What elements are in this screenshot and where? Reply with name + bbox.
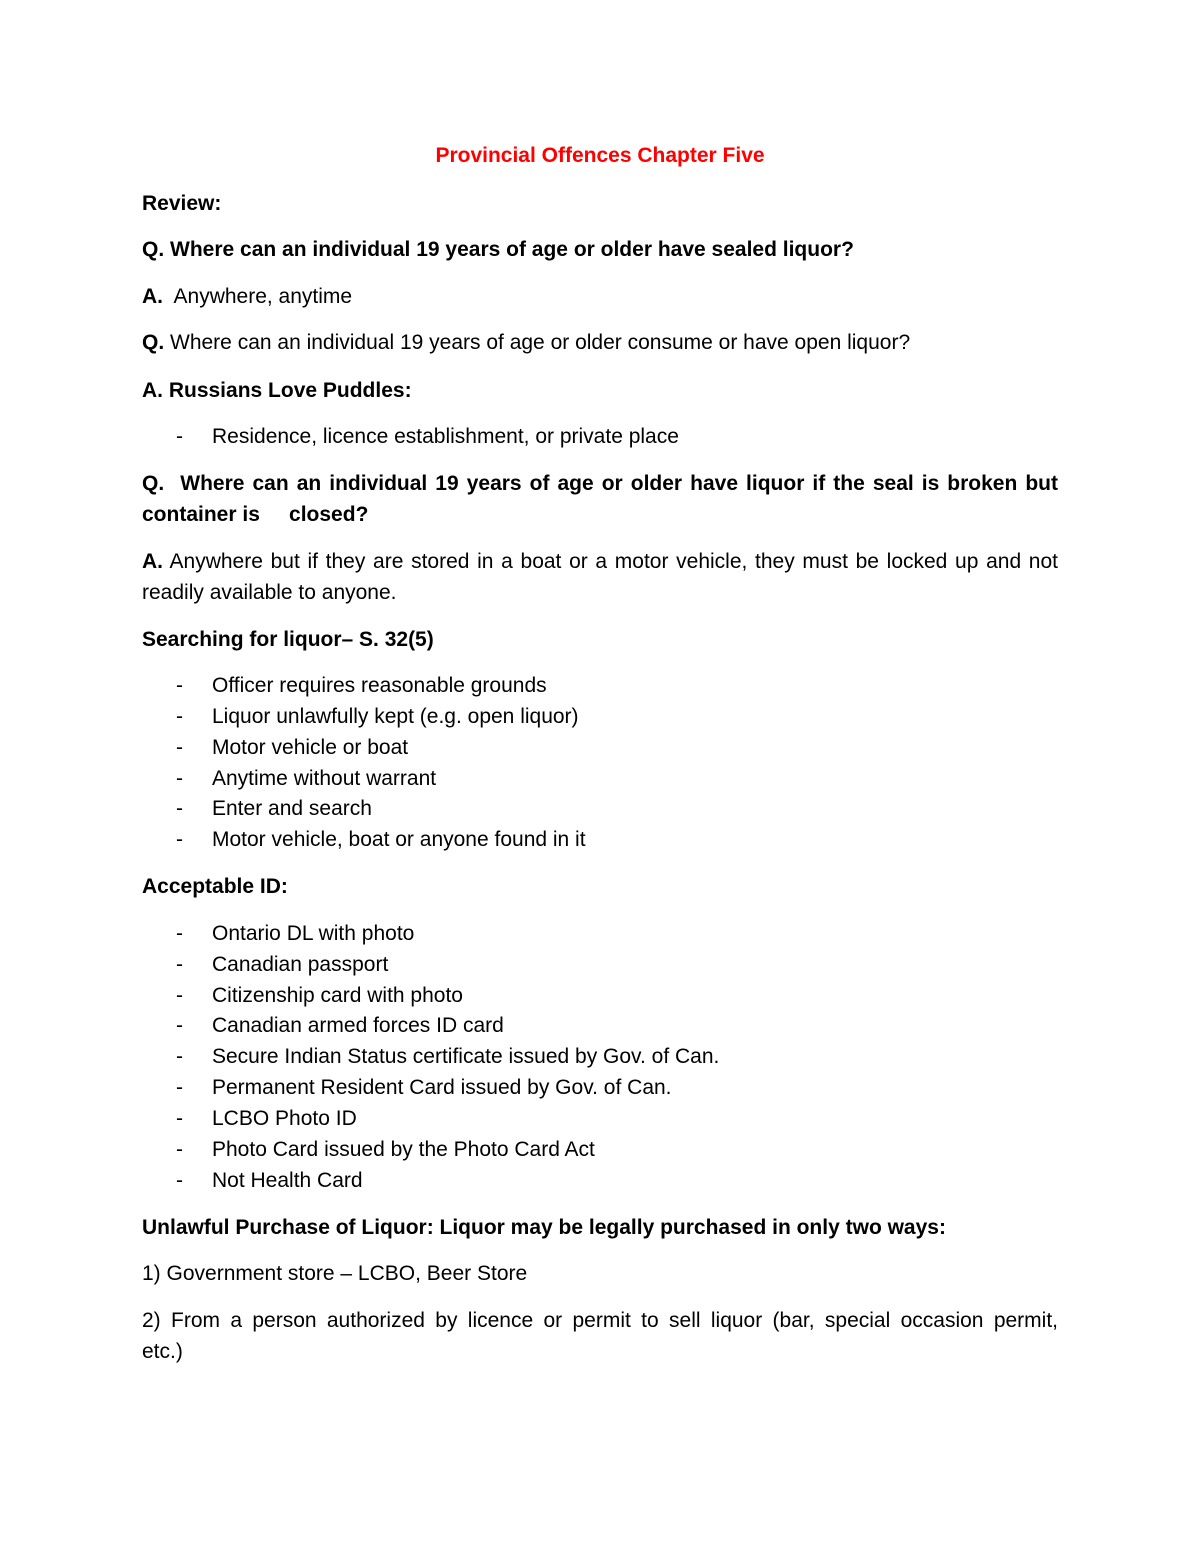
unlawful-purchase-heading: Unlawful Purchase of Liquor: Liquor may be legally purchased in only two ways: — [142, 1216, 946, 1239]
list-item-text: Motor vehicle, boat or anyone found in it — [212, 828, 586, 851]
list-dash: - — [176, 425, 183, 448]
list-item-text: Photo Card issued by the Photo Card Act — [212, 1138, 595, 1161]
question-1-prefix: Q. — [142, 238, 165, 261]
list-dash: - — [176, 1169, 183, 1192]
question-2 — [142, 330, 910, 356]
list-dash: - — [176, 922, 183, 945]
question-3-line-2: container is closed? — [142, 503, 369, 526]
list-dash: - — [176, 953, 183, 976]
answer-1-text: Anywhere, anytime — [163, 285, 353, 308]
question-3-prefix: Q. — [142, 472, 165, 495]
list-dash: - — [176, 1107, 183, 1130]
list-dash: - — [176, 1045, 183, 1068]
list-item-text: Residence, licence establishment, or private place — [212, 425, 679, 448]
list-item-text: Liquor unlawfully kept (e.g. open liquor) — [212, 705, 579, 728]
question-3-text-line-1: Where can an individual 19 years of age or older have liquor if the seal is broken but — [180, 472, 1059, 495]
list-item-text: Enter and search — [212, 797, 372, 820]
list-item-text: Canadian armed forces ID card — [212, 1014, 504, 1037]
list-dash: - — [176, 705, 183, 728]
acceptable-id-heading: Acceptable ID: — [142, 875, 288, 898]
list-item-text: LCBO Photo ID — [212, 1107, 357, 1130]
list-item-text: Secure Indian Status certificate issued by Gov. of Can. — [212, 1045, 720, 1068]
purchase-way-2-line-2: etc.) — [142, 1340, 183, 1363]
list-item-text: Officer requires reasonable grounds — [212, 674, 547, 697]
list-item-text: Anytime without warrant — [212, 767, 437, 790]
answer-1-prefix: A. — [142, 285, 163, 308]
purchase-way-2-line-1: 2) From a person authorized by licence or permit to sell liquor (bar, special occasion permit, — [142, 1309, 1058, 1332]
list-dash: - — [176, 1014, 183, 1037]
list-dash: - — [176, 797, 183, 820]
list-item-text: Motor vehicle or boat — [212, 736, 409, 759]
list-item-text: Ontario DL with photo — [212, 922, 415, 945]
list-dash: - — [176, 674, 183, 697]
answer-3-prefix: A. — [142, 550, 163, 573]
searching-heading: Searching for liquor– S. 32(5) — [142, 628, 434, 651]
list-dash: - — [176, 1138, 183, 1161]
purchase-way-1: 1) Government store – LCBO, Beer Store — [142, 1262, 528, 1285]
answer-2-prefix: A. — [142, 379, 163, 402]
question-3-line-1 — [142, 471, 1058, 497]
question-2-prefix: Q. — [142, 331, 165, 354]
list-dash: - — [176, 736, 183, 759]
list-item-text: Permanent Resident Card issued by Gov. of Can. — [212, 1076, 672, 1099]
list-dash: - — [176, 767, 183, 790]
document-title: Provincial Offences Chapter Five — [435, 144, 765, 167]
review-heading: Review: — [142, 192, 222, 215]
list-dash: - — [176, 984, 183, 1007]
document-page — [142, 0, 1058, 1553]
question-1-text: Where can an individual 19 years of age or older have sealed liquor? — [164, 238, 854, 261]
answer-2 — [142, 378, 412, 404]
answer-2-text: Russians Love Puddles: — [163, 379, 412, 402]
list-dash: - — [176, 828, 183, 851]
question-1 — [142, 237, 854, 263]
question-2-text: Where can an individual 19 years of age or older consume or have open liquor? — [164, 331, 911, 354]
answer-3-line-1 — [142, 549, 1058, 575]
list-item-text: Canadian passport — [212, 953, 389, 976]
answer-3-text-line-1: Anywhere but if they are stored in a boat or a motor vehicle, they must be locked up and not — [163, 550, 1058, 573]
answer-1 — [142, 284, 352, 310]
list-item-text: Citizenship card with photo — [212, 984, 463, 1007]
answer-3-line-2: readily available to anyone. — [142, 581, 397, 604]
list-item-text: Not Health Card — [212, 1169, 363, 1192]
list-dash: - — [176, 1076, 183, 1099]
